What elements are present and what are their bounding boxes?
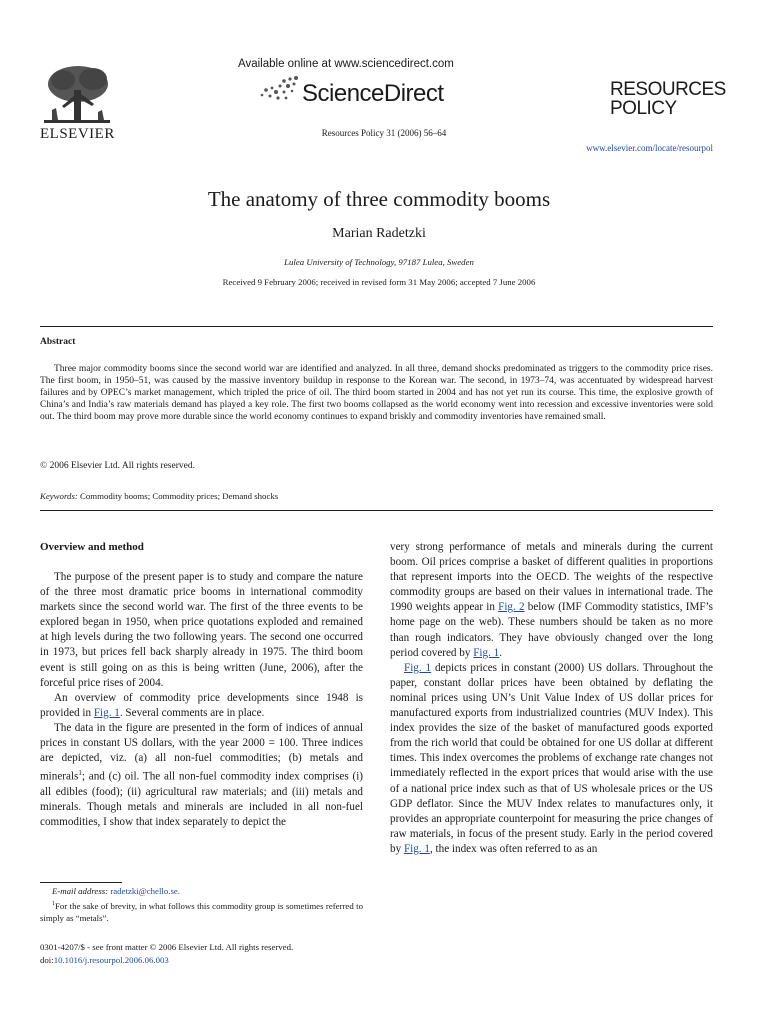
paragraph: Fig. 1 depicts prices in constant (2000) US dollars. Throughout the paper, constant dollar prices have been obtained by deflating the nominal prices using UN’s Unit Value Index of US dollar prices for manufactured exports from industrialized countries (MUV Index). This index provides the size of the basket of manufactured goods exported from the rich world that could be obtained for one US dollar at different times. This index overcomes the problems of exchange rate changes not immediately reflected in the export prices that would arise with the use of a national price index such as that of US wholesale prices or the US GDP deflator. Since the MUV Index relates to manufactures only, it provides an appropriate counterpoint for measuring the price changes of raw materials, in focus of the present study. Early in the period covered by Fig. 1, the index was often referred to as an xyxy=(390,661,713,855)
footnote-1: $^1$For the sake of brevity, in what follows this commodity group is sometimes referred to simply as “metals”. xyxy=(40,900,363,923)
article-dates: Received 9 February 2006; received in revised form 31 May 2006; accepted 7 June 2006 xyxy=(222,277,536,287)
divider-top xyxy=(40,326,713,327)
journal-logo-line1: RESOURCES xyxy=(610,79,726,100)
journal-logo-line2: POLICY xyxy=(610,98,677,119)
figure-link[interactable]: Fig. 1 xyxy=(404,661,432,674)
figure-link[interactable]: Fig. 2 xyxy=(498,601,525,614)
keywords-label: Keywords: xyxy=(40,491,78,501)
available-online-text: Available online at www.sciencedirect.com xyxy=(238,58,454,70)
divider-bottom xyxy=(40,510,713,511)
publisher-name: ELSEVIER xyxy=(40,126,115,142)
sciencedirect-wordmark: ScienceDirect xyxy=(302,80,444,107)
abstract-heading: Abstract xyxy=(40,337,76,347)
email-link[interactable]: radetzki@chello.se. xyxy=(110,886,180,896)
author-affiliation: Lulea University of Technology, 97187 Lulea, Sweden xyxy=(284,257,474,267)
paragraph: very strong performance of metals and minerals during the current boom. Oil prices comprise a basket of different qualities in proportions that represent imports into the OECD. The weights of the respective commodity groups are based on their values in international trade. The 1990 weights appear in Fig. 2 below (IMF Commodity statistics, IMF’s home page on the web). These numbers should be taken as no more than rough indicators. They have obviously changed over the long period covered by Fig. 1. xyxy=(390,541,713,659)
doi-line: doi:10.1016/j.resourpol.2006.06.003 xyxy=(40,955,169,965)
abstract-text: Three major commodity booms since the second world war are identified and analyzed. In all three, demand shocks predominated as triggers to the commodity price rises. The first boom, in 1950–51, was caused by the massive inventory buildup in response to the Korean war. The second, in 1973–74, was accentuated by widespread harvest failures and by OPEC’s market management, which tripled the price of oil. The third boom started in 2004 and has not yet run its course. This time, the explosive growth of China’s and India’s raw materials demand has played a key role. The first two booms collapsed as the world economy went into recession and excessive inventories were sold out. The third boom may prove more durable since the world economy continues to expand briskly and commodity inventories have remained small. xyxy=(40,364,713,423)
figure-link[interactable]: Fig. 1 xyxy=(403,842,430,855)
footnote-ref[interactable]: 1 xyxy=(78,769,82,778)
figure-link[interactable]: Fig. 1 xyxy=(93,706,120,719)
keywords xyxy=(40,491,278,501)
journal-url-link[interactable]: www.elsevier.com/locate/resourpol xyxy=(586,143,713,153)
abstract-copyright: © 2006 Elsevier Ltd. All rights reserved. xyxy=(40,461,195,471)
keywords-text: Commodity booms; Commodity prices; Demand shocks xyxy=(80,491,279,501)
footnote-email: E-mail address: radetzki@chello.se. xyxy=(52,886,180,896)
body-column-left xyxy=(40,570,363,830)
section-heading: Overview and method xyxy=(40,541,144,553)
paragraph: The data in the figure are presented in the form of indices of annual prices in constant US dollars, with the year 2000 = 100. Three indices are depicted, viz. (a) all non-fuel commodities; (b) metals and minerals$^1$; and (c) oil. The all non-fuel commodity index comprises (i) all edibles (food); (ii) agricultural raw materials; and (iii) metals and minerals. Though metals and minerals are included in all non-fuel commodities, I show that index separately to depict the xyxy=(40,721,363,829)
doi-link[interactable]: 10.1016/j.resourpol.2006.06.003 xyxy=(53,955,169,965)
paragraph: An overview of commodity price developments since 1948 is provided in Fig. 1. Several comments are in place. xyxy=(40,691,363,719)
sciencedirect-dots-icon xyxy=(258,74,302,104)
footnote-divider xyxy=(40,882,122,883)
issn-line: 0301-4207/$ - see front matter © 2006 Elsevier Ltd. All rights reserved. xyxy=(40,942,294,952)
author-name: Marian Radetzki xyxy=(332,226,426,241)
journal-reference: Resources Policy 31 (2006) 56–64 xyxy=(321,128,447,138)
figure-link[interactable]: Fig. 1 xyxy=(473,646,500,659)
paragraph: The purpose of the present paper is to study and compare the nature of the three most dramatic price booms in international commodity markets since the second world war. The first of the three events to be explored began in 1950, when price quotations exploded and remained at high levels during the two following years. The second one occurred in 1973, but prices fell back sharply already in 1975. The third boom event is still going on as this is being written (June, 2006), after the forceful price rises of 2004. xyxy=(40,571,363,689)
article-title: The anatomy of three commodity booms xyxy=(207,187,551,211)
body-column-right xyxy=(390,540,713,857)
elsevier-tree-logo xyxy=(38,62,116,130)
journal-logo xyxy=(610,80,726,118)
